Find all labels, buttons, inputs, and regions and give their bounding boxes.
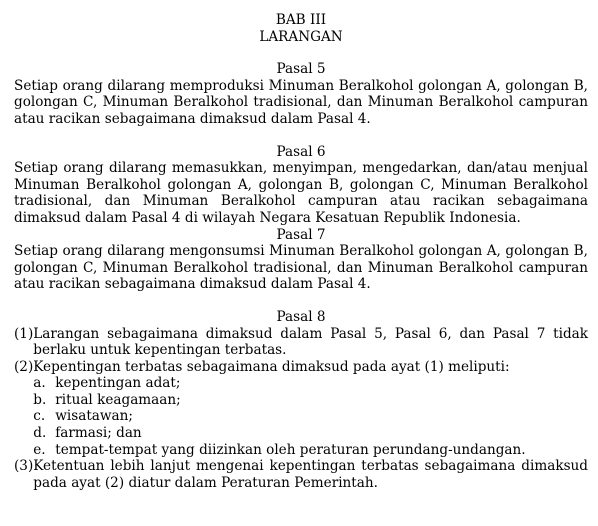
- sub-item-letter: d.: [33, 425, 47, 442]
- article-text: Setiap orang dilarang memasukkan, menyimpan, mengedarkan, dan/atau menjual Minuman Beralkohol golongan A, golongan B, golongan C, Minuman Beralkohol tradisional, dan Minuman Beralkohol campuran atau racikan sebagaimana dimaksud dalam Pasal 4 di wilayah Negara Kesatuan Republik Indonesia.: [14, 160, 588, 226]
- spacer: [14, 128, 588, 144]
- sub-item-c: [33, 408, 588, 425]
- article-pasal-5: [14, 61, 588, 127]
- numbered-item-2: [14, 359, 588, 459]
- article-heading: Pasal 5: [276, 61, 326, 78]
- article-text: Setiap orang dilarang mengonsumsi Minuman Beralkohol golongan A, golongan B, golongan C, Minuman Beralkohol tradisional, dan Minuman Beralkohol campuran atau racikan sebagaimana dimaksud dalam Pasal 4.: [14, 243, 588, 293]
- item-text: Kepentingan terbatas sebagaimana dimaksud pada ayat (1) meliputi:: [33, 358, 510, 375]
- item-text: Larangan sebagaimana dimaksud dalam Pasal 5, Pasal 6, dan Pasal 7 tidak berlaku untuk kepentingan terbatas.: [33, 325, 588, 359]
- numbered-item-3: [14, 458, 588, 491]
- item-number: (3): [14, 458, 34, 475]
- article-text: Setiap orang dilarang memproduksi Minuman Beralkohol golongan A, golongan B, golongan C, Minuman Beralkohol tradisional, dan Minuman Beralkohol campuran atau racikan sebagaimana dimaksud dalam Pasal 4.: [14, 77, 588, 127]
- spacer: [14, 293, 588, 309]
- spacer: [14, 45, 588, 61]
- sub-item-text: kepentingan adat;: [55, 375, 181, 392]
- item-number: (2): [14, 358, 34, 375]
- sub-item-text: farmasi; dan: [55, 425, 142, 442]
- sub-item-text: wisatawan;: [55, 408, 133, 425]
- article-pasal-6: [14, 144, 588, 227]
- sub-item-letter: b.: [33, 391, 47, 408]
- item-text: Ketentuan lebih lanjut mengenai kepentingan terbatas sebagaimana dimaksud pada ayat (2) diatur dalam Peraturan Pemerintah.: [33, 458, 588, 491]
- sub-list: [33, 375, 588, 458]
- article-pasal-7: [14, 227, 588, 293]
- sub-item-d: [33, 425, 588, 442]
- chapter-title: LARANGAN: [259, 28, 343, 45]
- sub-item-b: [33, 392, 588, 409]
- item-body: [33, 359, 588, 459]
- sub-item-a: [33, 375, 588, 392]
- sub-item-text: tempat-tempat yang diizinkan oleh peraturan perundang-undangan.: [55, 441, 526, 458]
- article-heading: Pasal 6: [276, 143, 326, 160]
- sub-item-letter: a.: [33, 375, 46, 392]
- sub-item-letter: e.: [33, 441, 46, 458]
- article-heading: Pasal 7: [276, 226, 326, 243]
- numbered-item-1: [14, 326, 588, 359]
- article-pasal-8: [14, 309, 588, 492]
- chapter-number: BAB III: [275, 12, 327, 28]
- sub-item-text: ritual keagamaan;: [55, 391, 181, 408]
- sub-item-e: [33, 442, 588, 459]
- article-heading: Pasal 8: [276, 308, 326, 325]
- item-number: (1): [14, 325, 34, 342]
- sub-item-letter: c.: [33, 408, 46, 425]
